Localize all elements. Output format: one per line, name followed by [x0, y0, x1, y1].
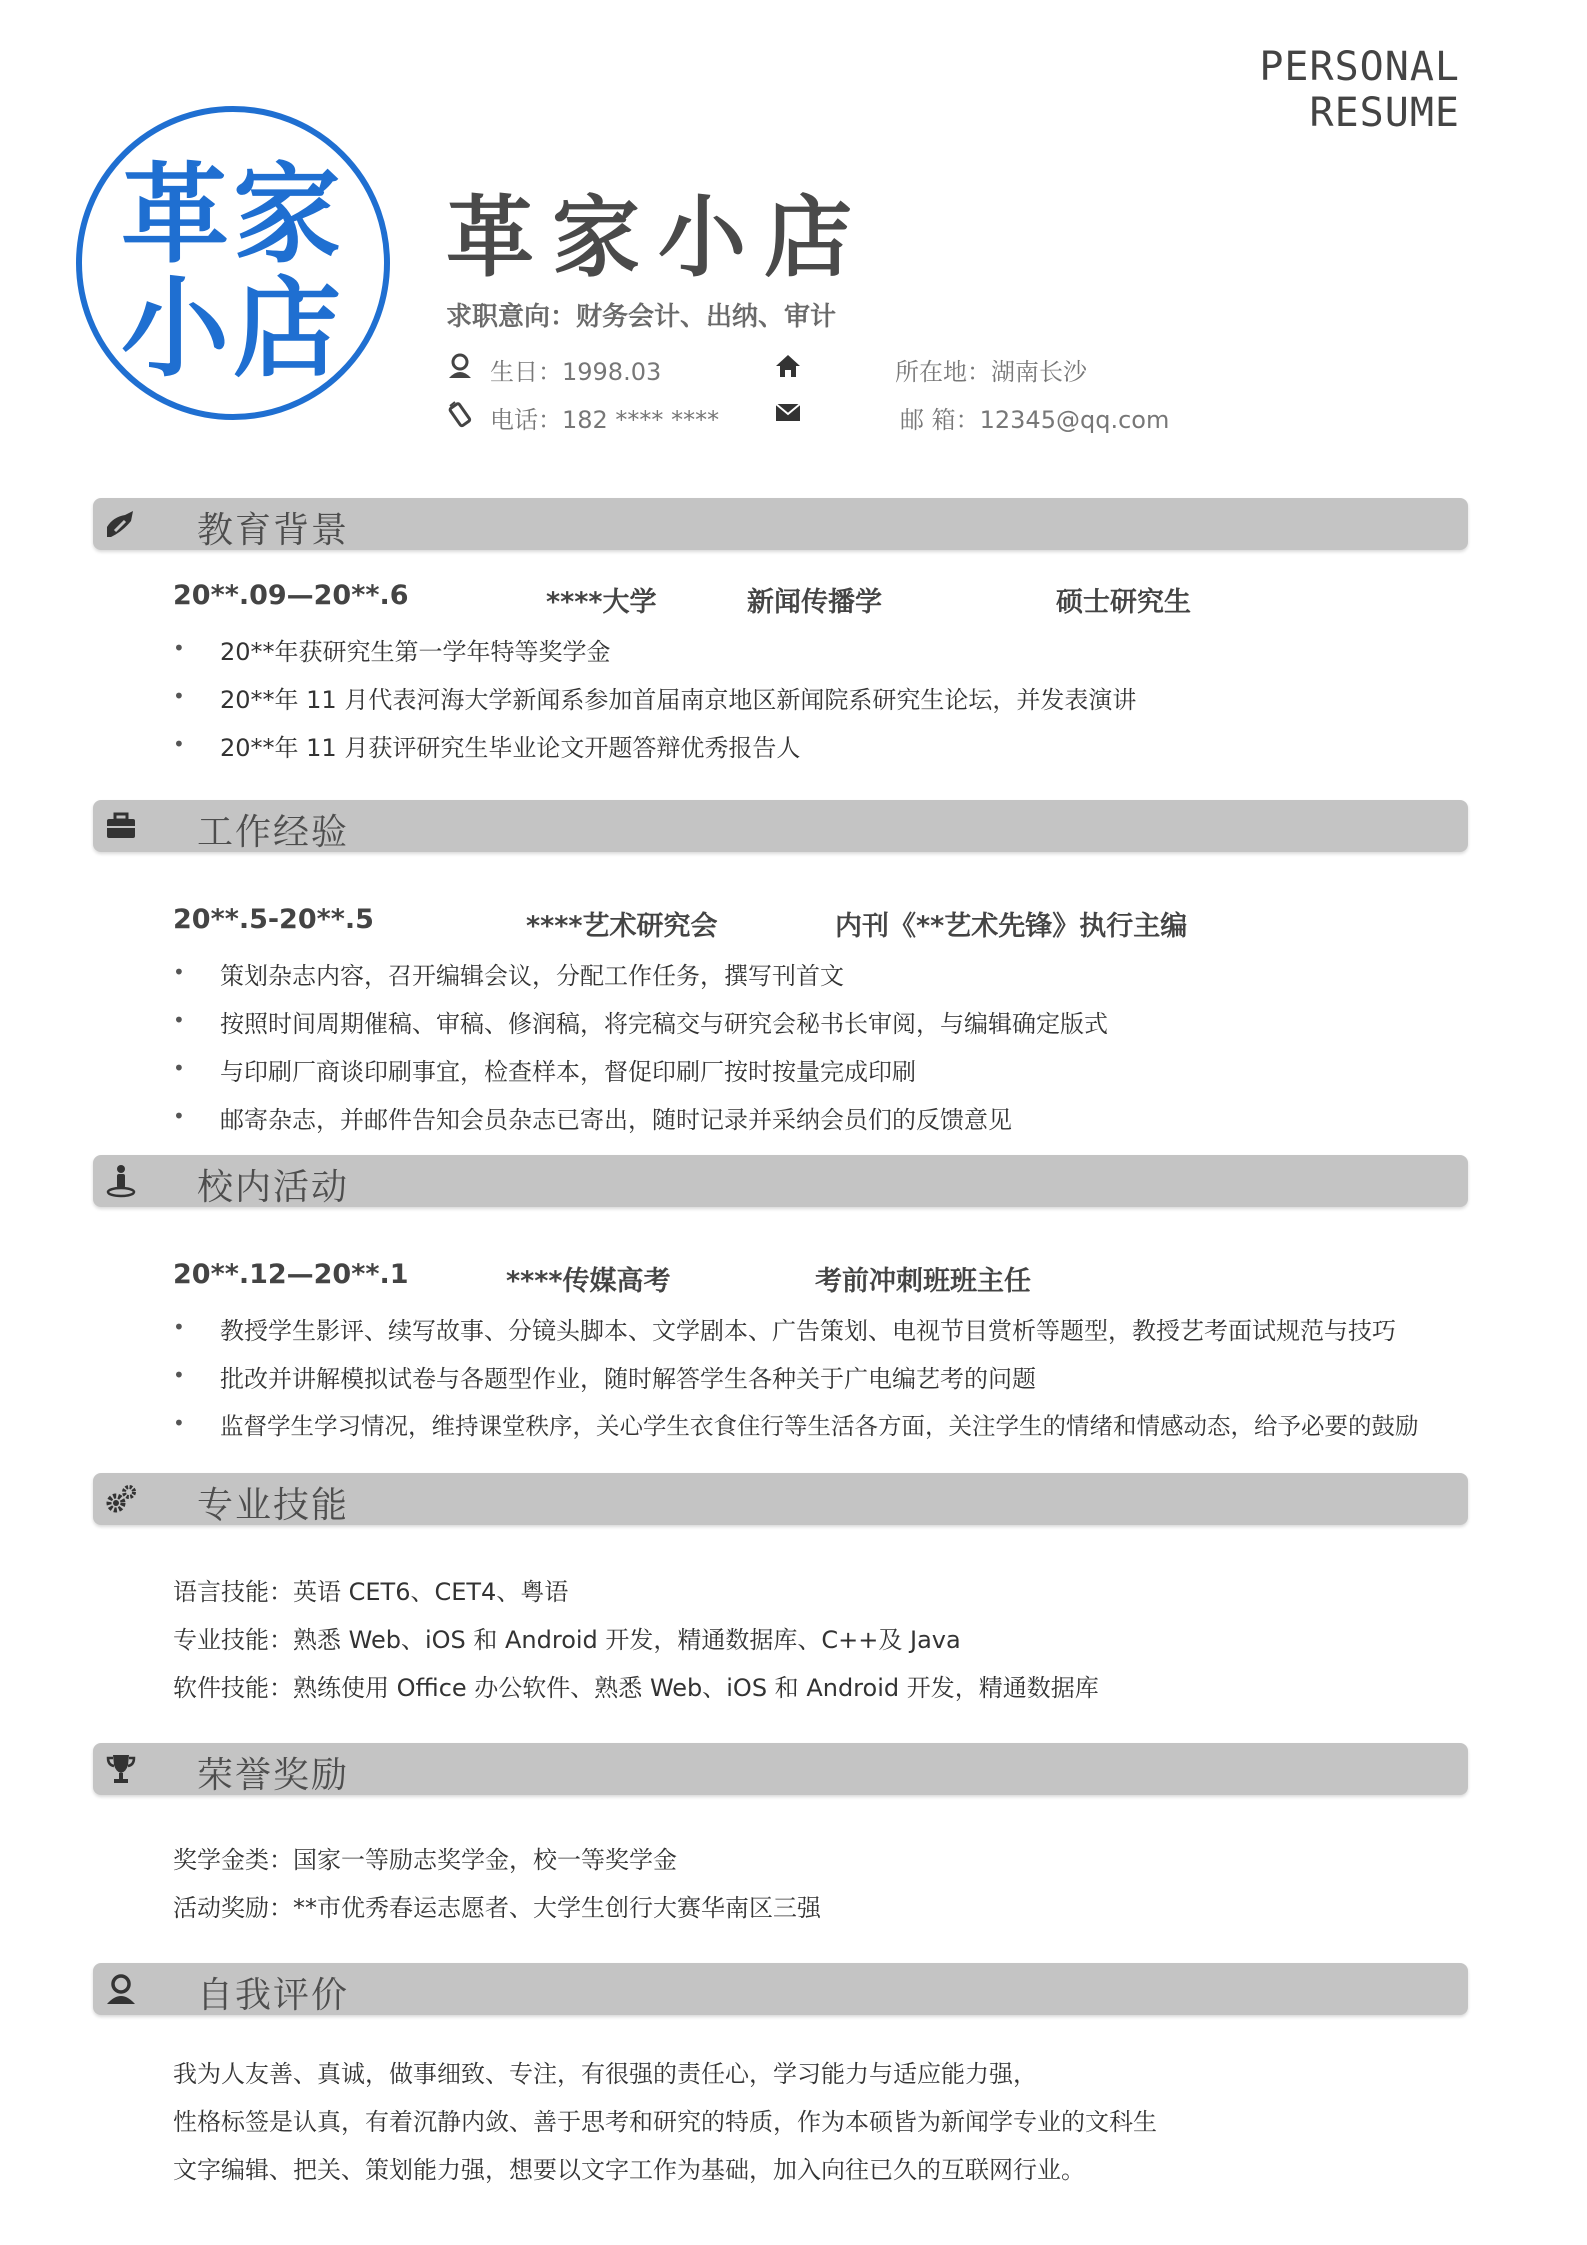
list-item: 批改并讲解模拟试卷与各题型作业，随时解答学生各种关于广电编艺考的问题: [220, 1365, 1036, 1393]
envelope-icon: [774, 398, 802, 426]
person-pin-icon: [103, 1164, 139, 1198]
logo-text-top: 革家: [120, 152, 346, 278]
list-item: 监督学生学习情况，维持课堂秩序，关心学生衣食住行等生活各方面，关注学生的情绪和情感动态，给予必要的鼓励: [220, 1412, 1419, 1440]
campus-org: ****传媒高考: [506, 1266, 671, 1297]
home-icon: [774, 352, 802, 380]
user-icon: [103, 1972, 139, 2006]
list-item: 按照时间周期催稿、审稿、修润稿，将完稿交与研究会秘书长审阅，与编辑确定版式: [220, 1010, 1108, 1038]
section-bar-work: [93, 800, 1468, 852]
email-text: 邮 箱：12345@qq.com: [900, 406, 1170, 434]
campus-period: 20**.12—20**.1: [173, 1259, 409, 1290]
page-title: 革家小店: [446, 186, 871, 289]
skills-line: 语言技能：英语 CET6、CET4、粤语: [173, 1578, 569, 1606]
section-bar-honors: [93, 1743, 1468, 1795]
personal-resume-tag: PERSONAL RESUME: [1259, 44, 1460, 136]
list-item: 策划杂志内容，召开编辑会议，分配工作任务，撰写刊首文: [220, 962, 844, 990]
phone-text: 电话：182 **** ****: [490, 406, 720, 434]
section-title-education: 教育背景: [197, 510, 350, 551]
bullet-marker: •: [173, 1315, 185, 1339]
section-bar-education: [93, 498, 1468, 550]
list-item: 教授学生影评、续写故事、分镜头脚本、文学剧本、广告策划、电视节目赏析等题型，教授艺考面试规范与技巧: [220, 1317, 1396, 1345]
bullet-marker: •: [173, 960, 185, 984]
bullet-marker: •: [173, 1411, 185, 1435]
job-objective: 求职意向：财务会计、出纳、审计: [446, 302, 837, 332]
work-org: ****艺术研究会: [526, 911, 718, 942]
self-eval-line: 性格标签是认真，有着沉静内敛、善于思考和研究的特质，作为本硕皆为新闻学专业的文科生: [173, 2108, 1157, 2136]
section-title-honors: 荣誉奖励: [197, 1755, 350, 1796]
skills-line: 专业技能：熟悉 Web、iOS 和 Android 开发，精通数据库、C++及 Java: [173, 1626, 961, 1654]
user-icon: [446, 352, 474, 380]
honors-line: 奖学金类：国家一等励志奖学金，校一等奖学金: [173, 1846, 677, 1874]
list-item: 20**年获研究生第一学年特等奖学金: [220, 638, 611, 666]
education-major: 新闻传播学: [747, 587, 882, 618]
gears-icon: [103, 1482, 139, 1516]
bullet-marker: •: [173, 1008, 185, 1032]
education-degree: 硕士研究生: [1056, 587, 1191, 618]
logo-text-bottom: 小店: [120, 266, 346, 392]
section-title-skills: 专业技能: [197, 1485, 350, 1526]
bullet-marker: •: [173, 684, 185, 708]
self-eval-line: 文字编辑、把关、策划能力强，想要以文字工作为基础，加入向往已久的互联网行业。: [173, 2156, 1085, 2184]
location-text: 所在地：湖南长沙: [895, 358, 1087, 386]
bullet-marker: •: [173, 636, 185, 660]
honors-line: 活动奖励：**市优秀春运志愿者、大学生创行大赛华南区三强: [173, 1894, 821, 1922]
education-school: ****大学: [546, 587, 657, 618]
work-role: 内刊《**艺术先锋》执行主编: [835, 911, 1188, 942]
section-title-work: 工作经验: [197, 812, 350, 853]
education-period: 20**.09—20**.6: [173, 580, 409, 611]
list-item: 20**年 11 月代表河海大学新闻系参加首届南京地区新闻院系研究生论坛，并发表演讲: [220, 686, 1137, 714]
campus-role: 考前冲刺班班主任: [815, 1266, 1031, 1297]
list-item: 20**年 11 月获评研究生毕业论文开题答辩优秀报告人: [220, 734, 801, 762]
briefcase-icon: [103, 809, 139, 843]
self-eval-line: 我为人友善、真诚，做事细致、专注，有很强的责任心，学习能力与适应能力强，: [173, 2060, 1037, 2088]
phone-icon: [446, 400, 474, 428]
section-bar-campus: [93, 1155, 1468, 1207]
bullet-marker: •: [173, 1363, 185, 1387]
list-item: 邮寄杂志，并邮件告知会员杂志已寄出，随时记录并采纳会员们的反馈意见: [220, 1106, 1012, 1134]
bullet-marker: •: [173, 732, 185, 756]
work-period: 20**.5-20**.5: [173, 904, 374, 935]
trophy-icon: [103, 1752, 139, 1786]
pen-hand-icon: [103, 507, 139, 541]
section-bar-skills: [93, 1473, 1468, 1525]
birthday-text: 生日：1998.03: [490, 358, 662, 386]
skills-line: 软件技能：熟练使用 Office 办公软件、熟悉 Web、iOS 和 Android 开发，精通数据库: [173, 1674, 1099, 1702]
section-bar-self: [93, 1963, 1468, 2015]
section-title-campus: 校内活动: [197, 1167, 350, 1208]
bullet-marker: •: [173, 1104, 185, 1128]
shop-logo: [74, 104, 392, 422]
list-item: 与印刷厂商谈印刷事宜，检查样本，督促印刷厂按时按量完成印刷: [220, 1058, 916, 1086]
section-title-self: 自我评价: [197, 1975, 350, 2016]
bullet-marker: •: [173, 1056, 185, 1080]
